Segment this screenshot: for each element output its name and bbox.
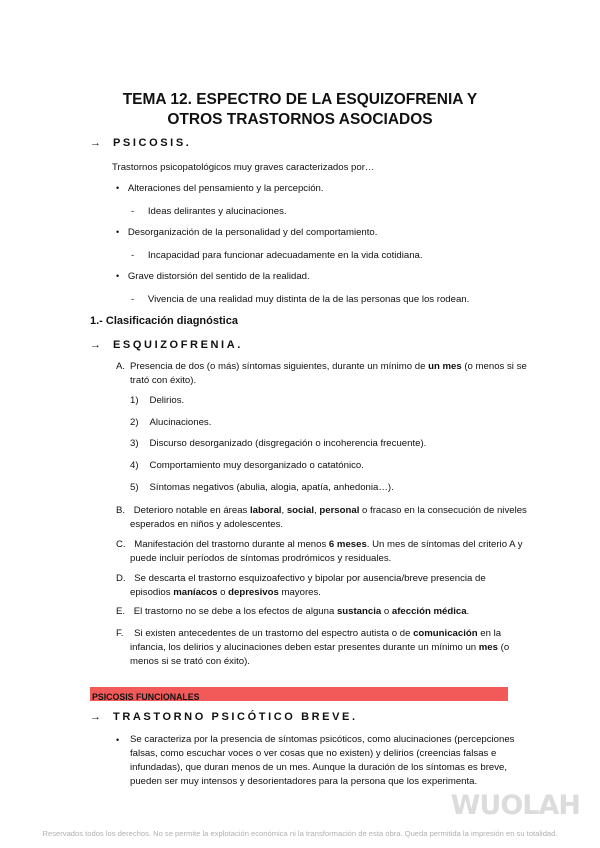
criterion-text: Manifestación del trastorno durante al menos bbox=[134, 539, 329, 550]
criterion-text: , bbox=[281, 505, 287, 516]
dash-icon: - bbox=[131, 294, 135, 305]
item-text: Discurso desorganizado (disgregación o incoherencia frecuente). bbox=[149, 438, 427, 449]
criterion-text: El trastorno no se debe a los efectos de alguna bbox=[133, 606, 337, 617]
bullet-icon: • bbox=[116, 227, 120, 237]
criterion-f bbox=[116, 626, 501, 641]
heading-esquizofrenia bbox=[90, 339, 243, 351]
dash-icon: - bbox=[131, 250, 135, 261]
item-number: 2) bbox=[130, 417, 139, 428]
criterion-text: o bbox=[217, 587, 229, 598]
criterion-d bbox=[116, 571, 486, 586]
criterion-label: A. bbox=[116, 361, 126, 372]
item-text: Alucinaciones. bbox=[149, 417, 212, 428]
criterion-label: F. bbox=[116, 628, 124, 639]
criterion-text: episodios bbox=[130, 587, 174, 598]
footer-rights: Reservados todos los derechos. No se permite la explotación económica ni la transformación de esta obra. Queda permitida la impresión en su totalidad. bbox=[42, 829, 558, 838]
sub-list-item bbox=[131, 204, 287, 219]
sub-list-item-text: Incapacidad para funcionar adecuadamente en la vida cotidiana. bbox=[147, 250, 423, 261]
criterion-a-line-2: trató con éxito). bbox=[130, 375, 197, 386]
dash-icon: - bbox=[131, 206, 135, 217]
criterion-text: Presencia de dos (o más) síntomas siguientes, durante un mínimo de bbox=[130, 361, 429, 372]
criterion-bold: 6 meses bbox=[328, 539, 367, 550]
criterion-text: Se descarta el trastorno esquizoafectivo y bipolar por ausencia/breve presencia de bbox=[134, 573, 486, 584]
breve-line-3: infundadas), que duran menos de un mes. Aunque la duración de los síntomas es breve, bbox=[130, 762, 508, 773]
criterion-bold: sustancia bbox=[336, 606, 382, 617]
list-item-text: Desorganización de la personalidad y del comportamiento. bbox=[127, 227, 378, 238]
criterion-text: o fracaso en la consecución de niveles bbox=[359, 505, 527, 516]
highlight-bar-text: PSICOSIS FUNCIONALES bbox=[92, 692, 200, 702]
item-number: 1) bbox=[130, 395, 139, 406]
criterion-bold: mes bbox=[478, 642, 498, 653]
criterion-d-line-2 bbox=[130, 585, 321, 600]
sub-list-item-text: Vivencia de una realidad muy distinta de la de las personas que los rodean. bbox=[147, 294, 470, 305]
criterion-text: infancia, los delirios y alucinaciones deben estar presentes durante un mínimo un bbox=[130, 642, 479, 653]
criterion-text: (o menos si se bbox=[461, 361, 527, 372]
criterion-label: B. bbox=[116, 505, 126, 516]
criterion-bold: maníacos bbox=[173, 587, 218, 598]
psicosis-intro: Trastornos psicopatológicos muy graves caracterizados por… bbox=[112, 162, 375, 173]
criterion-c-line-2: puede incluir períodos de síntomas prodrómicos y residuales. bbox=[130, 553, 392, 564]
numbered-item bbox=[130, 415, 211, 430]
sub-list-item bbox=[131, 248, 423, 263]
sub-list-item-text: Ideas delirantes y alucinaciones. bbox=[147, 206, 287, 217]
criterion-bold: comunicación bbox=[413, 628, 478, 639]
list-item bbox=[116, 733, 119, 748]
breve-line-1: Se caracteriza por la presencia de síntomas psicóticos, como alucinaciones (percepciones bbox=[130, 734, 515, 745]
item-number: 5) bbox=[130, 482, 139, 493]
criterion-bold: social bbox=[286, 505, 315, 516]
numbered-item bbox=[130, 393, 184, 408]
list-item bbox=[116, 181, 324, 196]
arrow-icon: → bbox=[90, 711, 101, 723]
arrow-icon: → bbox=[90, 137, 101, 149]
numbered-item bbox=[130, 458, 364, 473]
criterion-text: . Un mes de síntomas del criterio A y bbox=[366, 539, 523, 550]
sub-list-item bbox=[131, 292, 469, 307]
numbered-item bbox=[130, 480, 394, 495]
criterion-label: C. bbox=[116, 539, 126, 550]
criterion-a bbox=[116, 359, 536, 374]
criterion-text: mayores. bbox=[278, 587, 321, 598]
criterion-f-line-3: menos si se trató con éxito). bbox=[130, 656, 250, 667]
criterion-bold: personal bbox=[319, 505, 360, 516]
bullet-icon: • bbox=[116, 271, 120, 281]
criterion-text: o bbox=[381, 606, 392, 617]
bullet-icon: • bbox=[116, 735, 120, 745]
criterion-text: . bbox=[466, 606, 470, 617]
item-text: Síntomas negativos (abulia, alogia, apatía, anhedonia…). bbox=[149, 482, 394, 493]
criterion-bold: depresivos bbox=[228, 587, 279, 598]
criterion-text: Deterioro notable en áreas bbox=[133, 505, 251, 516]
item-number: 4) bbox=[130, 460, 139, 471]
criterion-bold: laboral bbox=[250, 505, 282, 516]
criterion-f-line-2 bbox=[130, 640, 509, 655]
page-title-line-1: TEMA 12. ESPECTRO DE LA ESQUIZOFRENIA Y bbox=[122, 91, 478, 108]
item-number: 3) bbox=[130, 438, 139, 449]
criterion-label: D. bbox=[116, 573, 126, 584]
criterion-text: Si existen antecedentes de un trastorno del espectro autista o de bbox=[134, 628, 414, 639]
criterion-c bbox=[116, 537, 523, 552]
criterion-bold: un mes bbox=[428, 361, 462, 372]
criterion-text: en la bbox=[477, 628, 502, 639]
criterion-label: E. bbox=[116, 606, 126, 617]
criterion-e bbox=[116, 604, 469, 619]
breve-line-2: falsas, como escuchar voces o ver cosas que no existen) y delirios (creencias falsas e bbox=[130, 748, 497, 759]
list-item bbox=[116, 269, 310, 284]
page-title-line-2: OTROS TRASTORNOS ASOCIADOS bbox=[167, 111, 433, 128]
criterion-b-line-2: esperados en niños y adolescentes. bbox=[130, 519, 284, 530]
numbered-item bbox=[130, 436, 426, 451]
criterion-b bbox=[116, 503, 527, 518]
highlight-bar-psicosis-funcionales bbox=[90, 687, 508, 701]
item-text: Comportamiento muy desorganizado o catatónico. bbox=[149, 460, 364, 471]
list-item-text: Grave distorsión del sentido de la realidad. bbox=[127, 271, 310, 282]
heading-esquizofrenia-text: ESQUIZOFRENIA. bbox=[113, 339, 243, 351]
list-item bbox=[116, 225, 377, 240]
list-item-text: Alteraciones del pensamiento y la percepción. bbox=[127, 183, 324, 194]
bullet-icon: • bbox=[116, 183, 120, 193]
section-heading-clasificacion: 1.- Clasificación diagnóstica bbox=[90, 315, 238, 327]
wuolah-watermark-logo: WUOLAH bbox=[450, 790, 580, 821]
heading-psicosis-text: PSICOSIS. bbox=[113, 137, 192, 149]
heading-trastorno-breve-text: TRASTORNO PSICÓTICO BREVE. bbox=[113, 711, 358, 723]
criterion-bold: afección médica bbox=[391, 606, 467, 617]
breve-line-4: pueden ser muy intensos y desorientadores para la persona que los experimenta. bbox=[130, 776, 478, 787]
criterion-text: , bbox=[314, 505, 320, 516]
heading-trastorno-breve bbox=[90, 711, 358, 723]
criterion-text: (o bbox=[497, 642, 510, 653]
heading-psicosis bbox=[90, 137, 191, 149]
arrow-icon: → bbox=[90, 339, 101, 351]
item-text: Delirios. bbox=[149, 395, 185, 406]
